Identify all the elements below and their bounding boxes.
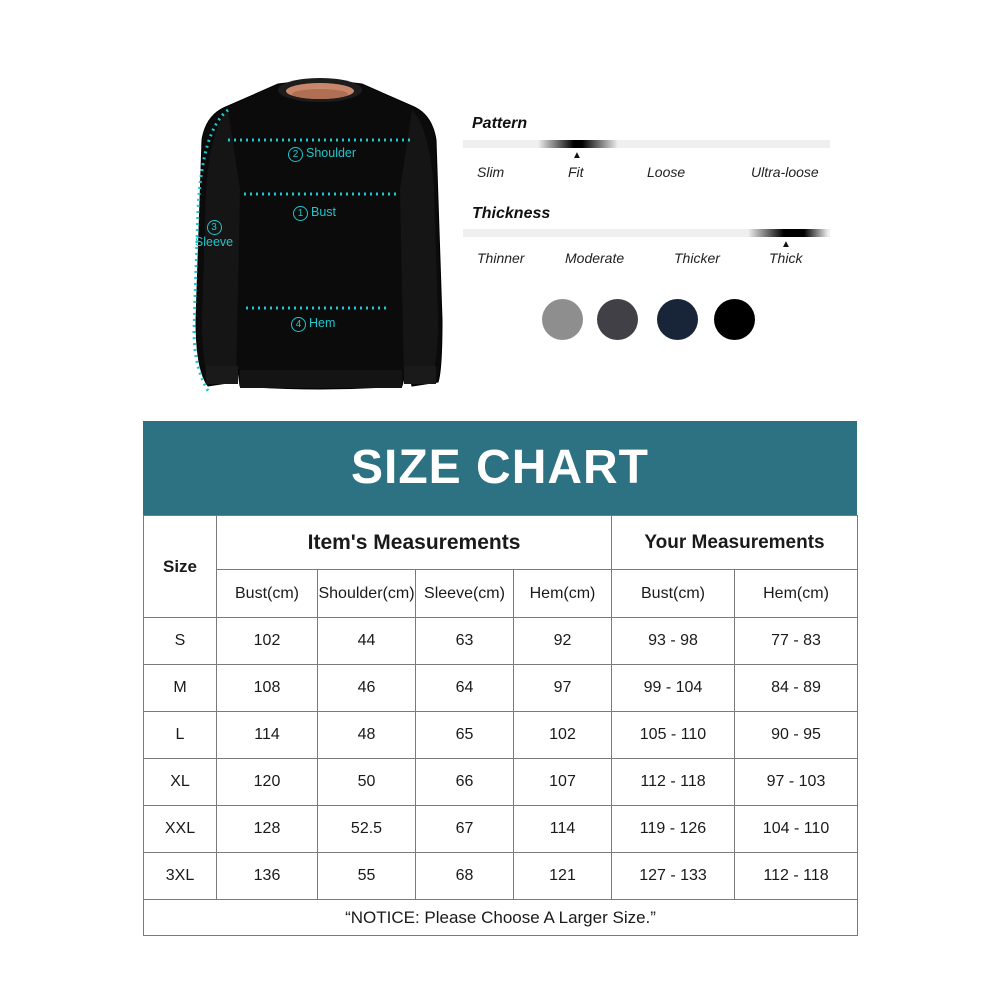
cell-size: S xyxy=(144,618,217,665)
thickness-option-moderate: Moderate xyxy=(565,250,625,266)
cell-hem: 92 xyxy=(514,618,612,665)
cell-your-bust: 112 - 118 xyxy=(612,759,735,806)
column-header-your-bust: Bust(cm) xyxy=(612,570,735,618)
cell-size: M xyxy=(144,665,217,712)
sleeve-label xyxy=(192,219,236,249)
cell-bust: 128 xyxy=(217,806,318,853)
color-swatch-charcoal[interactable] xyxy=(597,299,638,340)
thickness-option-thinner: Thinner xyxy=(477,250,525,266)
cell-size: XL xyxy=(144,759,217,806)
pattern-marker xyxy=(538,140,618,148)
notice-text: “NOTICE: Please Choose A Larger Size.” xyxy=(144,900,858,936)
cell-sleeve: 63 xyxy=(416,618,514,665)
cell-hem: 114 xyxy=(514,806,612,853)
column-header-sleeve: Sleeve(cm) xyxy=(416,570,514,618)
thickness-marker xyxy=(748,229,828,237)
cell-size: XXL xyxy=(144,806,217,853)
bust-number: 1 xyxy=(293,206,308,221)
sleeve-text: Sleeve xyxy=(194,235,234,249)
cell-bust: 108 xyxy=(217,665,318,712)
color-swatch-gray[interactable] xyxy=(542,299,583,340)
pattern-title: Pattern xyxy=(472,115,528,132)
pattern-arrow-icon: ▲ xyxy=(572,150,582,161)
cell-sleeve: 64 xyxy=(416,665,514,712)
shoulder-label xyxy=(288,146,356,162)
size-table-body xyxy=(144,618,858,900)
thickness-arrow-icon: ▲ xyxy=(781,239,791,250)
color-swatch-black[interactable] xyxy=(714,299,755,340)
cell-your-bust: 127 - 133 xyxy=(612,853,735,900)
cell-hem: 107 xyxy=(514,759,612,806)
table-row xyxy=(144,665,858,712)
cell-hem: 121 xyxy=(514,853,612,900)
cell-bust: 102 xyxy=(217,618,318,665)
pattern-option-ultra-loose: Ultra-loose xyxy=(751,164,819,180)
table-header-row-2 xyxy=(144,570,858,618)
hem-text: Hem xyxy=(309,316,336,330)
cell-your-bust: 105 - 110 xyxy=(612,712,735,759)
column-header-bust: Bust(cm) xyxy=(217,570,318,618)
hem-number: 4 xyxy=(291,317,306,332)
size-chart-title: SIZE CHART xyxy=(351,441,649,494)
cell-sleeve: 68 xyxy=(416,853,514,900)
table-row xyxy=(144,853,858,900)
pattern-option-fit: Fit xyxy=(568,164,584,180)
cell-bust: 114 xyxy=(217,712,318,759)
cell-sleeve: 65 xyxy=(416,712,514,759)
cell-shoulder: 46 xyxy=(318,665,416,712)
cell-your-bust: 119 - 126 xyxy=(612,806,735,853)
color-swatch-navy[interactable] xyxy=(657,299,698,340)
shoulder-text: Shoulder xyxy=(306,146,357,160)
item-measurements-header: Item's Measurements xyxy=(217,516,612,570)
cell-bust: 136 xyxy=(217,853,318,900)
cell-shoulder: 52.5 xyxy=(318,806,416,853)
cell-size: 3XL xyxy=(144,853,217,900)
cell-bust: 120 xyxy=(217,759,318,806)
size-column-header: Size xyxy=(144,516,217,618)
bust-label xyxy=(293,205,336,221)
table-row xyxy=(144,806,858,853)
column-header-hem: Hem(cm) xyxy=(514,570,612,618)
shoulder-number: 2 xyxy=(288,147,303,162)
cell-hem: 97 xyxy=(514,665,612,712)
cell-your-bust: 93 - 98 xyxy=(612,618,735,665)
size-chart-header xyxy=(143,421,857,515)
sleeve-number: 3 xyxy=(207,220,222,235)
table-row xyxy=(144,712,858,759)
column-header-your-hem: Hem(cm) xyxy=(735,570,858,618)
cell-your-bust: 99 - 104 xyxy=(612,665,735,712)
thickness-option-thicker: Thicker xyxy=(674,250,720,266)
cell-shoulder: 55 xyxy=(318,853,416,900)
cell-shoulder: 48 xyxy=(318,712,416,759)
cell-shoulder: 44 xyxy=(318,618,416,665)
cell-sleeve: 66 xyxy=(416,759,514,806)
thickness-scale-bar xyxy=(463,229,830,237)
hem-label xyxy=(291,316,335,332)
cell-your-hem: 77 - 83 xyxy=(735,618,858,665)
cell-your-hem: 90 - 95 xyxy=(735,712,858,759)
notice-row xyxy=(144,900,858,936)
cell-your-hem: 97 - 103 xyxy=(735,759,858,806)
size-table xyxy=(143,515,858,936)
cell-hem: 102 xyxy=(514,712,612,759)
thickness-option-thick: Thick xyxy=(769,250,803,266)
thickness-title: Thickness xyxy=(472,205,551,222)
table-header-row-1 xyxy=(144,516,858,570)
cell-size: L xyxy=(144,712,217,759)
table-row xyxy=(144,618,858,665)
bust-text: Bust xyxy=(311,205,337,219)
cell-your-hem: 112 - 118 xyxy=(735,853,858,900)
cell-shoulder: 50 xyxy=(318,759,416,806)
cell-your-hem: 84 - 89 xyxy=(735,665,858,712)
cell-your-hem: 104 - 110 xyxy=(735,806,858,853)
pattern-option-loose: Loose xyxy=(647,164,686,180)
pattern-scale-bar xyxy=(463,140,830,148)
your-measurements-header: Your Measurements xyxy=(612,516,858,570)
cell-sleeve: 67 xyxy=(416,806,514,853)
column-header-shoulder: Shoulder(cm) xyxy=(318,570,416,618)
table-row xyxy=(144,759,858,806)
pattern-option-slim: Slim xyxy=(477,164,505,180)
